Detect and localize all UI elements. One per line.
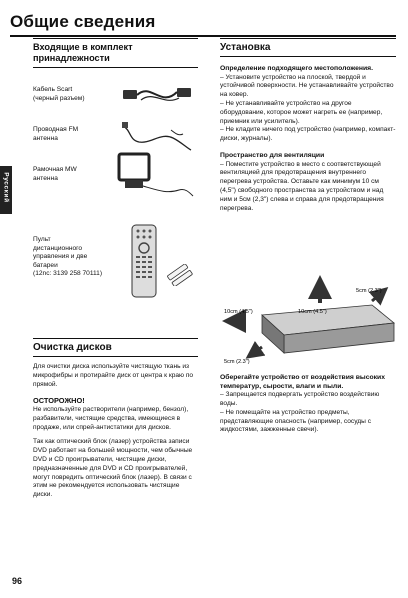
arrow-down-left [248,347,262,357]
installation-rule [220,56,396,57]
cleaning-paragraph-2: Не используйте растворители (например, бензол), разбавители, чистящие средства, имеющиеся в продаже, или спрей-антистатики для дисков. [33,405,189,431]
accessories-rule-top [33,38,198,39]
page-number: 96 [12,576,23,586]
protect-title: Оберегайте устройство от воздействия высоких температур, сырости, влаги и пыли. [220,374,386,390]
scart-cable-icon [121,80,193,110]
language-side-tab [0,166,12,214]
cleaning-paragraph-3: Так как оптический блок (лазер) устройства записи DVD работает на большей мощности, чем обычные DVD и CD проигрыватели, чистящие диски, предназначенные для DVD и CD проигрывателей, могут повредить оптический блок (лазер). В связи с этим не рекомендуется использовать чистящие диски. [33,438,193,499]
accessory-scart-label: Кабель Scart (черный разъем) [33,86,85,102]
protect-block [220,374,396,435]
label-bottom-left: 5cm (2.3") [224,359,250,365]
accessory-fm-label: Проводная FM антенна [33,126,79,142]
language-label: Русский [2,172,10,203]
label-middle: 10cm (4.5") [298,309,327,315]
ventilation-text: – Поместите устройство в место с соответствующей вентиляцией для предотвращения внутреннего перегрева устройства. Оставьте как минимум 10 см (4,5") свободного пространства за устройством и над ним и 5см (2,3") слева и справа для предотвращения перегрева. [220,160,384,212]
mw-antenna-icon [113,150,195,200]
caution-title: ОСТОРОЖНО! [33,396,85,406]
installation-heading: Установка [220,42,271,53]
accessory-remote-label: Пульт дистанционного управления и две батареи (12nc: 3139 258 70111) [33,236,103,277]
accessories-rule [33,67,198,68]
page-title: Общие сведения [10,12,156,31]
ventilation-title: Пространство для вентиляции [220,151,325,159]
cleaning-rule-top [33,338,198,339]
accessories-heading: Входящие в комплект принадлежности [33,42,133,63]
cleaning-paragraph-1: Для очистки диска используйте чистящую ткань из микрофибры и протирайте диск от центра к краю по прямой. [33,363,194,388]
placement-title: Определение подходящего местоположения. [220,65,374,72]
cleaning-heading: Очистка дисков [33,342,112,353]
fm-antenna-icon [121,120,193,154]
right-column [220,38,396,213]
label-left: 10cm (4.5") [224,309,253,315]
label-top-right: 5cm (2.3") [356,288,382,294]
dvd-recorder-shape [262,305,394,353]
title-rule [10,35,396,37]
batteries-icon [166,264,196,286]
ventilation-diagram [222,275,398,365]
remote-control-icon [130,224,160,300]
installation-rule-top [220,38,396,39]
accessory-mw-label: Рамочная MW антенна [33,166,77,182]
protect-text: – Запрещается подвергать устройство воздействию воды. – Не помещайте на устройство предметы, представляющие опасность (например, сосуды с жидкостями, зажженные свечи). [220,391,380,434]
cleaning-rule [33,356,198,357]
left-column [33,38,198,558]
placement-text: – Установите устройство на плоской, твердой и устойчивой поверхности. Не устанавливайте устройство на ковер. – Не устанавливайте устройство на другое оборудование, которое может нагреть ее (например, приемник или усилитель). – Не кладите ничего под устройство (например, компакт-диски, журналы). [220,73,396,143]
